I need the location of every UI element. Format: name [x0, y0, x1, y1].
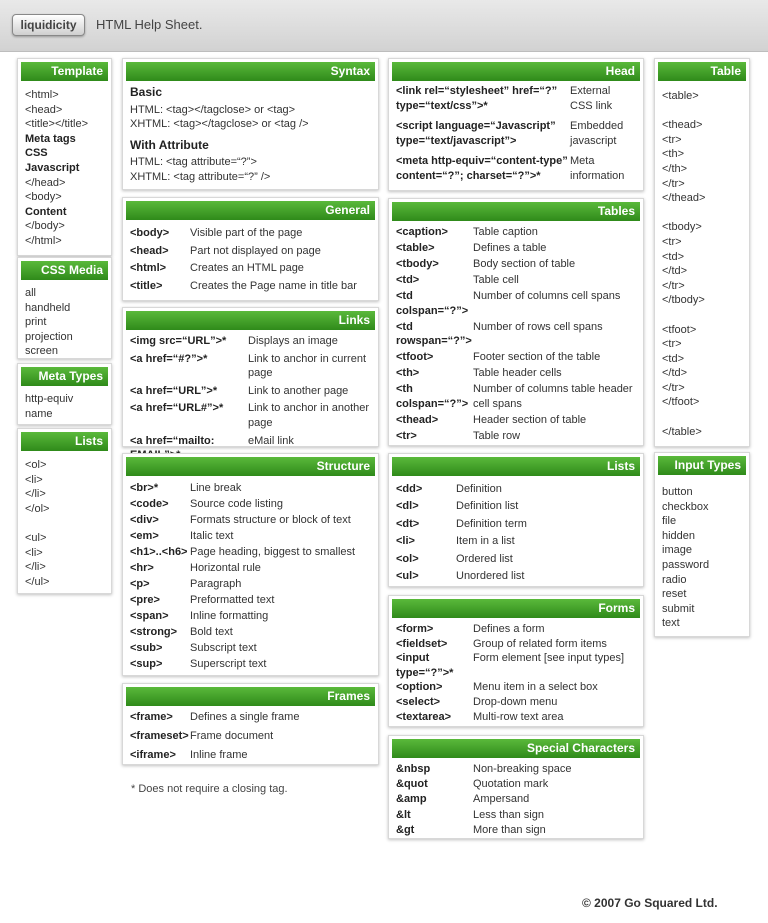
special-characters-heading: Special Characters	[392, 739, 640, 758]
closing-tag-note: * Does not require a closing tag.	[131, 783, 288, 795]
tag-name: <html>	[130, 262, 167, 275]
table-row	[396, 808, 636, 823]
table-row	[396, 695, 636, 710]
list-item: print	[25, 316, 47, 329]
tag-name: <code>	[130, 497, 169, 510]
table-row	[396, 823, 636, 838]
tag-description: Source code listing	[190, 497, 283, 510]
tag-description: Subscript text	[190, 641, 257, 654]
list-item: name	[25, 407, 53, 420]
tag-description: Inline formatting	[190, 609, 269, 622]
tag-description: Table cell	[473, 273, 519, 286]
tag-description: Body section of table	[473, 257, 576, 270]
table-row	[130, 657, 371, 672]
list-item: projection	[25, 330, 73, 343]
tag-name: <thead>	[396, 413, 439, 426]
tag-description: Number of rows cell spans	[473, 320, 603, 333]
tag-description: Table caption	[473, 226, 538, 238]
list-item: <body>	[25, 191, 62, 204]
table-row	[396, 154, 636, 183]
tag-name: <caption>	[396, 226, 448, 238]
list-item: CSS	[25, 147, 48, 160]
tag-name: <ol>	[396, 552, 419, 565]
tag-description: Page heading, biggest to smallest	[190, 545, 356, 558]
general-panel	[122, 197, 379, 301]
meta-types-heading: Meta Types	[21, 367, 108, 386]
table-row	[396, 413, 636, 428]
list-item: all	[25, 287, 37, 299]
table-row	[396, 499, 636, 514]
list-item: file	[662, 515, 677, 528]
tag-description: Visible part of the page	[190, 227, 303, 239]
lists-left-list	[18, 451, 111, 589]
head-list	[389, 81, 643, 184]
tag-description: Defines a form	[473, 623, 545, 635]
list-item: </table>	[662, 425, 702, 438]
tag-description: Formats structure or block of text	[190, 513, 351, 526]
tag-description: Definition term	[456, 517, 527, 530]
table-row	[130, 401, 371, 430]
table-row	[130, 609, 371, 624]
list-item: http-equiv	[25, 393, 74, 405]
tag-name: <iframe>	[130, 749, 176, 762]
input-types-list	[655, 475, 749, 631]
table-row	[396, 710, 636, 725]
css-media-list	[18, 280, 111, 359]
syntax-basic-html: HTML: <tag></tagclose> or <tag>	[130, 103, 296, 116]
tag-name: &amp	[396, 793, 427, 806]
tag-name: <option>	[396, 681, 443, 694]
table-row	[130, 244, 371, 259]
lists-left-heading: Lists	[21, 432, 108, 451]
table-row	[396, 273, 636, 288]
table-row	[130, 261, 371, 276]
tag-name: <frame>	[130, 711, 173, 723]
list-item: <ul>	[25, 531, 47, 544]
list-item: </td>	[662, 367, 688, 380]
meta-types-list	[18, 386, 111, 421]
tag-name: <form>	[396, 623, 434, 635]
tag-description: Paragraph	[190, 577, 242, 590]
tag-name: <td>	[396, 273, 420, 286]
special-characters-list	[389, 758, 643, 837]
list-item: <tbody>	[662, 221, 702, 234]
tag-description: Footer section of the table	[473, 351, 601, 364]
tag-description: Displays an image	[248, 335, 338, 347]
table-row	[396, 84, 636, 113]
list-item	[662, 410, 742, 425]
list-item: <tr>	[662, 133, 682, 146]
tag-description: Definition	[456, 483, 502, 495]
tag-description: Menu item in a select box	[473, 681, 598, 694]
frames-list	[123, 706, 378, 763]
tag-description: Superscript text	[190, 657, 267, 670]
list-item: </tbody>	[662, 294, 705, 307]
list-item: hidden	[662, 529, 696, 542]
tag-name: <ul>	[396, 569, 419, 582]
head-panel	[388, 58, 644, 191]
tag-description: Defines a table	[473, 241, 547, 254]
table-row	[396, 350, 636, 365]
syntax-panel	[122, 58, 379, 190]
table-row	[396, 382, 636, 411]
tag-name: <script language=“Javascript” type=“text/javascript”>	[396, 120, 556, 147]
tag-description: Non-breaking space	[473, 763, 572, 775]
tag-description: Meta information	[570, 155, 625, 182]
list-item: </li>	[25, 488, 46, 501]
table-row	[396, 534, 636, 549]
tag-description: Table row	[473, 429, 521, 442]
template-panel	[17, 58, 112, 256]
template-heading: Template	[21, 62, 108, 81]
tag-name: <a href=“URL”>*	[130, 384, 218, 397]
special-characters-panel	[388, 735, 644, 839]
list-item: <li>	[25, 546, 43, 559]
list-item: image	[662, 544, 692, 557]
tag-name: <table>	[396, 241, 435, 254]
tables-list	[389, 221, 643, 443]
tag-description: Multi-row text area	[473, 710, 564, 723]
tag-name: <em>	[130, 529, 159, 542]
tag-name: <li>	[396, 535, 415, 548]
table-row	[396, 762, 636, 777]
table-row	[396, 482, 636, 497]
tag-description: External CSS link	[570, 85, 613, 112]
tag-name: <link rel=“stylesheet” href=“?” type=“text/css”>*	[396, 85, 558, 112]
tag-name: <fieldset>	[396, 637, 448, 650]
tag-description: Creates an HTML page	[190, 262, 304, 275]
table-row	[130, 593, 371, 608]
lists-mid-panel	[388, 453, 644, 587]
tag-name: <frameset>	[130, 730, 189, 743]
tables-heading: Tables	[392, 202, 640, 221]
table-ref-list	[655, 81, 749, 439]
table-row	[130, 497, 371, 512]
tag-name: <th>	[396, 367, 420, 380]
table-row	[396, 680, 636, 695]
links-list	[123, 330, 378, 463]
tag-description: Inline frame	[190, 749, 248, 762]
tag-description: Drop-down menu	[473, 695, 558, 708]
forms-heading: Forms	[392, 599, 640, 618]
structure-list	[123, 476, 378, 671]
page-title: HTML Help Sheet.	[96, 17, 203, 32]
template-list	[18, 81, 111, 249]
general-heading: General	[126, 201, 375, 220]
tag-description: Creates the Page name in title bar	[190, 279, 357, 292]
tag-name: &lt	[396, 808, 411, 821]
tag-description: Header section of table	[473, 413, 587, 426]
frames-panel	[122, 683, 379, 765]
table-row	[130, 334, 371, 349]
table-row	[396, 651, 636, 680]
list-item: <tr>	[662, 235, 682, 248]
table-row	[130, 625, 371, 640]
tag-description: Ampersand	[473, 793, 530, 806]
list-item: </tr>	[662, 381, 685, 394]
tag-name: <meta http-equiv=“content-type” content=“?”; charset=“?”>*	[396, 155, 568, 182]
table-row	[130, 481, 371, 496]
list-item: radio	[662, 573, 687, 586]
list-item: <html>	[25, 89, 59, 101]
list-item: </td>	[662, 265, 688, 278]
tag-name: <th colspan=“?”>	[396, 383, 469, 410]
tag-name: <dd>	[396, 483, 423, 495]
tag-name: <sub>	[130, 641, 163, 654]
tag-name: <tbody>	[396, 257, 439, 270]
tag-name: <pre>	[130, 593, 160, 606]
list-item	[662, 206, 742, 221]
table-row	[130, 545, 371, 560]
tag-description: Italic text	[190, 529, 234, 542]
tag-name: <td colspan=“?”>	[396, 289, 469, 317]
list-item: </li>	[25, 561, 46, 574]
input-types-heading: Input Types	[658, 456, 746, 475]
logo[interactable]: liquidicity	[12, 14, 85, 36]
table-row	[130, 513, 371, 528]
list-item: Content	[25, 205, 67, 218]
tag-name: <a href=“URL#”>*	[130, 402, 224, 415]
list-item: reset	[662, 588, 687, 601]
page-header	[0, 0, 768, 52]
tag-description: eMail link	[248, 434, 294, 447]
table-row	[396, 792, 636, 807]
table-row	[130, 561, 371, 576]
tag-name: <td rowspan=“?”>	[396, 320, 472, 348]
list-item: <td>	[662, 250, 685, 263]
list-item: </tfoot>	[662, 396, 700, 409]
table-row	[396, 320, 636, 349]
tag-description: Ordered list	[456, 552, 513, 565]
syntax-attr-html: HTML: <tag attribute=“?”>	[130, 156, 257, 169]
table-row	[396, 637, 636, 652]
syntax-basic-xhtml: XHTML: <tag></tagclose> or <tag />	[130, 118, 309, 131]
list-item: </head>	[25, 176, 66, 189]
tag-description: Link to anchor in current page	[248, 352, 367, 380]
table-row	[396, 517, 636, 532]
table-row	[396, 257, 636, 272]
table-row	[130, 226, 371, 241]
tag-name: <div>	[130, 513, 159, 526]
table-row	[130, 710, 371, 725]
list-item: </ol>	[25, 502, 50, 515]
list-item: button	[662, 486, 693, 498]
tables-panel	[388, 198, 644, 446]
tag-description: More than sign	[473, 823, 546, 836]
table-row	[130, 748, 371, 763]
syntax-attr-xhtml: XHTML: <tag attribute=“?” />	[130, 170, 271, 183]
table-ref-panel	[654, 58, 750, 447]
tag-name: <dt>	[396, 517, 420, 530]
table-row	[396, 429, 636, 444]
list-item: Meta tags	[25, 132, 76, 145]
tag-description: Group of related form items	[473, 637, 607, 650]
lists-mid-heading: Lists	[392, 457, 640, 476]
head-heading: Head	[392, 62, 640, 81]
list-item: <th>	[662, 148, 685, 161]
list-item	[662, 308, 742, 323]
list-item: Javascript	[25, 161, 80, 174]
tag-description: Bold text	[190, 625, 233, 638]
tag-name: <input type=“?”>*	[396, 652, 454, 679]
css-media-panel	[17, 257, 112, 359]
tag-description: Link to another page	[248, 384, 349, 397]
list-item: <ol>	[25, 459, 47, 471]
tag-name: <head>	[130, 244, 169, 257]
tag-name: <h1>..<h6>	[130, 545, 188, 558]
list-item: <head>	[25, 103, 63, 116]
list-item: submit	[662, 602, 695, 615]
forms-list	[389, 618, 643, 724]
list-item: </body>	[25, 220, 65, 233]
table-row	[396, 289, 636, 318]
tag-name: <span>	[130, 609, 169, 622]
tag-description: Unordered list	[456, 569, 525, 582]
table-row	[396, 552, 636, 567]
list-item: </ul>	[25, 575, 50, 588]
tag-description: Table header cells	[473, 367, 562, 380]
table-row	[396, 366, 636, 381]
tag-description: Line break	[190, 482, 242, 494]
tag-description: Horizontal rule	[190, 561, 261, 574]
table-row	[396, 622, 636, 637]
tag-description: Quotation mark	[473, 778, 549, 791]
structure-heading: Structure	[126, 457, 375, 476]
structure-panel	[122, 453, 379, 676]
meta-types-panel	[17, 363, 112, 425]
list-item: <title></title>	[25, 118, 88, 131]
list-item	[25, 516, 104, 531]
table-row	[130, 279, 371, 294]
list-item: </tr>	[662, 177, 685, 190]
tag-description: Number of columns table header cell spans	[473, 383, 633, 410]
tag-description: Frame document	[190, 730, 274, 743]
tag-name: <textarea>	[396, 710, 452, 723]
syntax-heading: Syntax	[126, 62, 375, 81]
table-row	[130, 352, 371, 381]
table-row	[130, 529, 371, 544]
tag-name: <sup>	[130, 657, 163, 670]
table-row	[130, 729, 371, 744]
list-item: text	[662, 617, 680, 630]
input-types-panel	[654, 452, 750, 637]
tag-name: <strong>	[130, 625, 178, 638]
list-item: <table>	[662, 90, 699, 102]
links-panel	[122, 307, 379, 447]
tag-name: <tr>	[396, 429, 417, 442]
tag-description: Part not displayed on page	[190, 244, 321, 257]
list-item: </tr>	[662, 279, 685, 292]
tag-description: Link to anchor in another page	[248, 402, 370, 429]
table-ref-heading: Table	[658, 62, 746, 81]
syntax-basic-heading: Basic	[130, 85, 163, 99]
tag-name: <a href=“#?”>*	[130, 352, 208, 365]
tag-name: <title>	[130, 279, 163, 292]
tag-name: <img src=“URL”>*	[130, 335, 227, 347]
list-item: <thead>	[662, 119, 703, 132]
list-item: password	[662, 558, 710, 571]
list-item: <tr>	[662, 338, 682, 351]
tag-name: <hr>	[130, 561, 154, 574]
tag-name: <dl>	[396, 500, 419, 513]
list-item: </thead>	[662, 192, 706, 205]
list-item: screen	[25, 345, 59, 358]
copyright: © 2007 Go Squared Ltd.	[582, 896, 718, 910]
tag-name: <tfoot>	[396, 351, 434, 364]
tag-description: Item in a list	[456, 535, 515, 548]
tag-name: <select>	[396, 695, 441, 708]
table-row	[130, 641, 371, 656]
tag-name: &quot	[396, 778, 428, 791]
tag-description: Form element [see input types]	[473, 652, 625, 665]
tag-name: &nbsp	[396, 763, 431, 775]
table-row	[396, 225, 636, 240]
table-row	[396, 777, 636, 792]
tag-name: &gt	[396, 823, 415, 836]
list-item: </html>	[25, 234, 62, 247]
tag-description: Number of columns cell spans	[473, 289, 621, 302]
list-item: <li>	[25, 473, 43, 486]
table-row	[396, 241, 636, 256]
tag-name: <p>	[130, 577, 150, 590]
lists-mid-list	[389, 476, 643, 584]
tag-name: <body>	[130, 227, 170, 239]
list-item: </th>	[662, 162, 688, 175]
table-row	[130, 577, 371, 592]
tag-name: <br>*	[130, 482, 159, 494]
tag-description: Preformatted text	[190, 593, 275, 606]
list-item: <tfoot>	[662, 323, 697, 336]
tag-description: Less than sign	[473, 808, 544, 821]
css-media-heading: CSS Media	[21, 261, 108, 280]
forms-panel	[388, 595, 644, 727]
frames-heading: Frames	[126, 687, 375, 706]
table-row	[396, 569, 636, 584]
lists-left-panel	[17, 428, 112, 594]
list-item: checkbox	[662, 500, 709, 513]
general-list	[123, 220, 378, 293]
table-row	[396, 119, 636, 148]
list-item: handheld	[25, 301, 71, 314]
tag-description: Defines a single frame	[190, 711, 300, 723]
table-row	[130, 384, 371, 399]
links-heading: Links	[126, 311, 375, 330]
list-item	[662, 104, 742, 119]
list-item: <td>	[662, 352, 685, 365]
tag-description: Definition list	[456, 500, 519, 513]
tag-description: Embedded javascript	[570, 120, 624, 147]
tag-name: <a href=“mailto:	[130, 434, 215, 447]
syntax-attr-heading: With Attribute	[130, 137, 209, 152]
